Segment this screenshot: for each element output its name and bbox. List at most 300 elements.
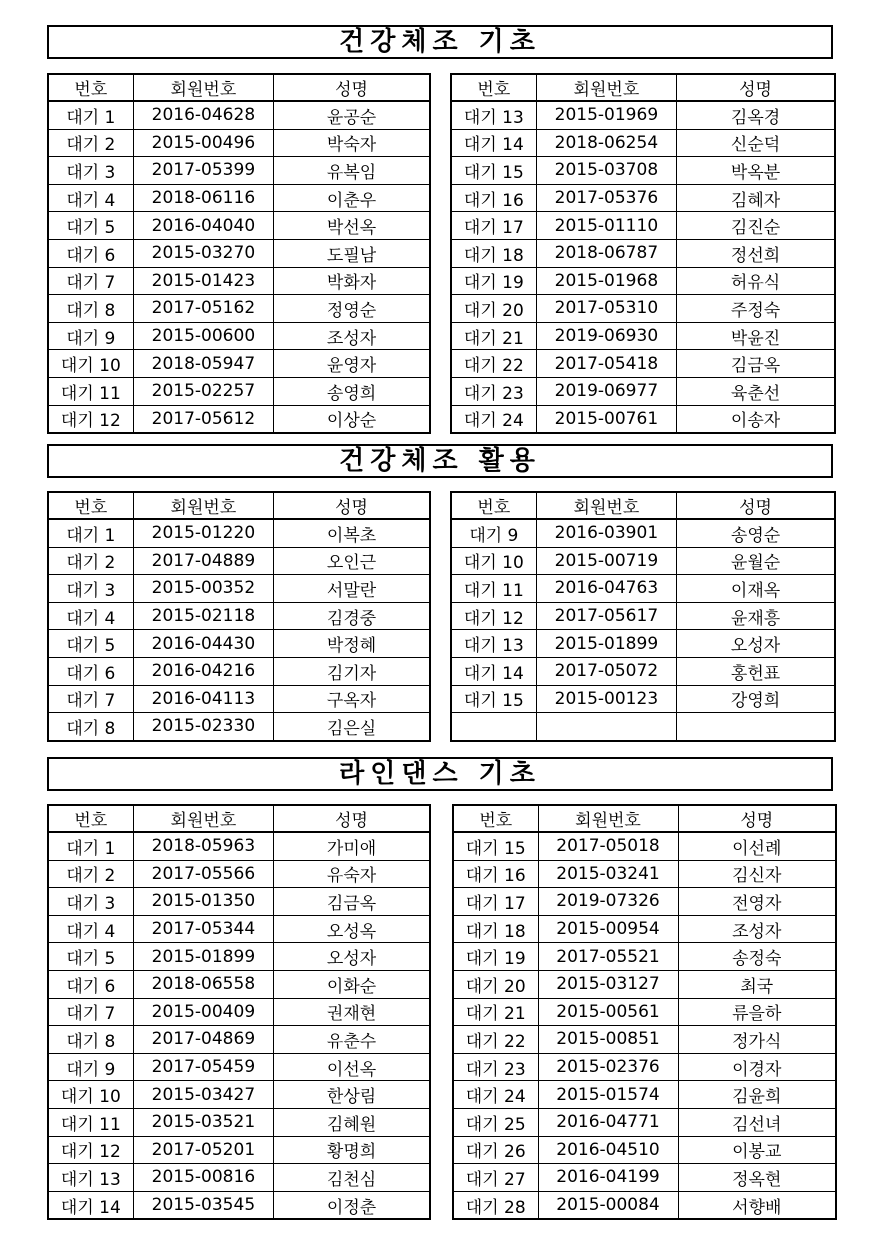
waitlist-no-cell: 대기 6 [48, 239, 133, 267]
table-row [48, 915, 430, 943]
table-row [453, 1164, 836, 1192]
member-id-cell: 2015-00954 [538, 915, 678, 943]
table-row [451, 377, 835, 405]
member-id-cell: 2015-00561 [538, 998, 678, 1026]
table-row [453, 998, 836, 1026]
member-id-cell: 2015-03521 [133, 1108, 273, 1136]
header-no: 번호 [48, 74, 133, 101]
table-row [451, 322, 835, 350]
roster-table-linedance-left [47, 804, 431, 1220]
member-id-cell: 2015-01899 [536, 630, 676, 658]
table-row [48, 1081, 430, 1109]
member-name-cell: 구옥자 [274, 685, 430, 713]
member-id-cell: 2016-04216 [133, 657, 273, 685]
table-row [451, 129, 835, 157]
member-name-cell: 류을하 [678, 998, 836, 1026]
member-id-cell: 2017-05399 [133, 157, 273, 185]
waitlist-no-cell: 대기 5 [48, 630, 133, 658]
table-row [48, 1164, 430, 1192]
member-id-cell: 2016-03901 [536, 519, 676, 547]
table-row [48, 832, 430, 860]
roster-table-linedance-right [452, 804, 837, 1220]
member-id-cell: 2018-05947 [133, 350, 273, 378]
table-row [453, 1136, 836, 1164]
member-id-cell: 2018-06116 [133, 184, 273, 212]
member-name-cell: 이선례 [678, 832, 836, 860]
member-id-cell: 2016-04628 [133, 101, 273, 129]
waitlist-no-cell: 대기 11 [48, 1108, 133, 1136]
member-id-cell: 2016-04113 [133, 685, 273, 713]
member-id-cell: 2017-05344 [133, 915, 273, 943]
header-no: 번호 [48, 805, 133, 832]
member-name-cell: 이춘우 [274, 184, 430, 212]
roster-table-health-applied-left [47, 491, 431, 742]
table-row [451, 239, 835, 267]
waitlist-no-cell: 대기 1 [48, 101, 133, 129]
table-row [48, 713, 430, 741]
member-id-cell: 2015-00816 [133, 1164, 273, 1192]
header-no: 번호 [451, 492, 536, 519]
waitlist-no-cell: 대기 17 [451, 212, 536, 240]
waitlist-no-cell: 대기 12 [48, 405, 133, 433]
table-row [453, 970, 836, 998]
waitlist-no-cell: 대기 6 [48, 970, 133, 998]
member-name-cell: 서말란 [274, 575, 430, 603]
table-row [48, 602, 430, 630]
header-no: 번호 [453, 805, 538, 832]
member-name-cell: 김혜자 [677, 184, 835, 212]
member-id-cell: 2015-01574 [538, 1081, 678, 1109]
waitlist-no-cell: 대기 14 [48, 1191, 133, 1219]
member-id-cell: 2015-00600 [133, 322, 273, 350]
member-id-cell: 2015-02376 [538, 1053, 678, 1081]
waitlist-no-cell: 대기 5 [48, 212, 133, 240]
waitlist-no-cell: 대기 21 [453, 998, 538, 1026]
member-name-cell: 김경중 [274, 602, 430, 630]
member-id-cell: 2015-01968 [536, 267, 676, 295]
waitlist-no-cell: 대기 26 [453, 1136, 538, 1164]
member-id-cell: 2015-03427 [133, 1081, 273, 1109]
waitlist-no-cell: 대기 4 [48, 602, 133, 630]
member-id-cell: 2015-01899 [133, 943, 273, 971]
waitlist-no-cell: 대기 27 [453, 1164, 538, 1192]
header-member-id: 회원번호 [536, 492, 676, 519]
table-row [48, 1136, 430, 1164]
header-member-id: 회원번호 [133, 492, 273, 519]
table-header-row [451, 74, 835, 101]
waitlist-no-cell: 대기 18 [451, 239, 536, 267]
member-id-cell: 2015-02118 [133, 602, 273, 630]
table-row [451, 575, 835, 603]
member-id-cell: 2016-04430 [133, 630, 273, 658]
member-name-cell: 정옥현 [678, 1164, 836, 1192]
table-row [48, 377, 430, 405]
waitlist-no-cell: 대기 21 [451, 322, 536, 350]
table-row [48, 943, 430, 971]
table-row [453, 1108, 836, 1136]
waitlist-no-cell: 대기 11 [451, 575, 536, 603]
waitlist-no-cell: 대기 12 [48, 1136, 133, 1164]
member-id-cell: 2016-04763 [536, 575, 676, 603]
member-name-cell: 이경자 [678, 1053, 836, 1081]
table-row [48, 519, 430, 547]
member-name-cell: 권재현 [274, 998, 430, 1026]
member-name-cell: 홍헌표 [677, 657, 835, 685]
member-id-cell: 2017-05376 [536, 184, 676, 212]
member-name-cell: 유춘수 [274, 1026, 430, 1054]
table-row [451, 657, 835, 685]
header-member-id: 회원번호 [538, 805, 678, 832]
member-id-cell: 2017-05162 [133, 295, 273, 323]
member-name-cell: 윤공순 [274, 101, 430, 129]
member-name-cell: 황명희 [274, 1136, 430, 1164]
member-name-cell: 김금옥 [677, 350, 835, 378]
member-name-cell: 송정숙 [678, 943, 836, 971]
header-member-id: 회원번호 [133, 74, 273, 101]
table-row [48, 1053, 430, 1081]
member-name-cell: 김천심 [274, 1164, 430, 1192]
table-header-row [48, 74, 430, 101]
header-name: 성명 [678, 805, 836, 832]
member-name-cell: 육춘선 [677, 377, 835, 405]
waitlist-no-cell: 대기 17 [453, 888, 538, 916]
member-name-cell: 박윤진 [677, 322, 835, 350]
waitlist-no-cell: 대기 15 [451, 685, 536, 713]
waitlist-no-cell: 대기 24 [451, 405, 536, 433]
header-name: 성명 [274, 805, 430, 832]
member-id-cell: 2017-04869 [133, 1026, 273, 1054]
member-id-cell: 2019-07326 [538, 888, 678, 916]
member-name-cell: 김혜원 [274, 1108, 430, 1136]
header-name: 성명 [677, 74, 835, 101]
member-name-cell: 도필남 [274, 239, 430, 267]
waitlist-no-cell: 대기 13 [48, 1164, 133, 1192]
waitlist-no-cell: 대기 9 [48, 1053, 133, 1081]
table-row [48, 630, 430, 658]
member-name-cell: 정가식 [678, 1026, 836, 1054]
table-row [451, 713, 835, 741]
table-row [48, 998, 430, 1026]
roster-table-health-basic-left [47, 73, 431, 434]
table-header-row [48, 805, 430, 832]
table-row [453, 1191, 836, 1219]
table-row [451, 630, 835, 658]
member-name-cell: 송영순 [677, 519, 835, 547]
table-header-row [451, 492, 835, 519]
table-row [48, 239, 430, 267]
table-row [451, 547, 835, 575]
table-row [48, 575, 430, 603]
waitlist-no-cell: 대기 11 [48, 377, 133, 405]
member-name-cell: 유숙자 [274, 860, 430, 888]
member-name-cell: 윤영자 [274, 350, 430, 378]
member-id-cell: 2017-05521 [538, 943, 678, 971]
member-name-cell: 오인근 [274, 547, 430, 575]
waitlist-no-cell: 대기 7 [48, 267, 133, 295]
member-name-cell: 가미애 [274, 832, 430, 860]
member-id-cell: 2017-05459 [133, 1053, 273, 1081]
member-id-cell: 2017-05310 [536, 295, 676, 323]
member-name-cell: 오성옥 [274, 915, 430, 943]
member-name-cell: 오성자 [677, 630, 835, 658]
member-name-cell: 김선녀 [678, 1108, 836, 1136]
member-name-cell: 한상림 [274, 1081, 430, 1109]
table-row [453, 943, 836, 971]
table-row [48, 350, 430, 378]
header-no: 번호 [48, 492, 133, 519]
table-row [453, 1026, 836, 1054]
member-name-cell: 김옥경 [677, 101, 835, 129]
waitlist-no-cell: 대기 20 [451, 295, 536, 323]
member-name-cell: 유복임 [274, 157, 430, 185]
waitlist-no-cell: 대기 14 [451, 657, 536, 685]
table-row [48, 657, 430, 685]
waitlist-no-cell: 대기 16 [451, 184, 536, 212]
table-row [48, 547, 430, 575]
member-id-cell: 2015-02330 [133, 713, 273, 741]
waitlist-no-cell: 대기 22 [453, 1026, 538, 1054]
waitlist-no-cell: 대기 19 [451, 267, 536, 295]
member-id-cell: 2016-04199 [538, 1164, 678, 1192]
member-id-cell: 2015-03127 [538, 970, 678, 998]
table-header-row [453, 805, 836, 832]
member-id-cell: 2015-01423 [133, 267, 273, 295]
member-id-cell: 2016-04510 [538, 1136, 678, 1164]
member-name-cell: 조성자 [274, 322, 430, 350]
member-id-cell: 2015-00496 [133, 129, 273, 157]
waitlist-no-cell: 대기 14 [451, 129, 536, 157]
waitlist-no-cell: 대기 20 [453, 970, 538, 998]
member-id-cell: 2017-04889 [133, 547, 273, 575]
member-id-cell: 2017-05566 [133, 860, 273, 888]
header-name: 성명 [274, 492, 430, 519]
member-name-cell: 김금옥 [274, 888, 430, 916]
table-row [48, 1026, 430, 1054]
member-name-cell: 주정숙 [677, 295, 835, 323]
waitlist-no-cell: 대기 8 [48, 713, 133, 741]
table-row [451, 295, 835, 323]
member-id-cell: 2016-04040 [133, 212, 273, 240]
table-row [48, 888, 430, 916]
section-title-health-basic: 건강체조 기초 [47, 25, 833, 59]
member-name-cell: 정선희 [677, 239, 835, 267]
member-id-cell: 2015-03708 [536, 157, 676, 185]
waitlist-no-cell: 대기 9 [48, 322, 133, 350]
table-row [453, 1081, 836, 1109]
waitlist-no-cell: 대기 5 [48, 943, 133, 971]
waitlist-no-cell: 대기 18 [453, 915, 538, 943]
member-id-cell: 2017-05072 [536, 657, 676, 685]
waitlist-no-cell: 대기 19 [453, 943, 538, 971]
member-name-cell: 오성자 [274, 943, 430, 971]
roster-table-health-basic-right [450, 73, 836, 434]
waitlist-no-cell: 대기 15 [451, 157, 536, 185]
member-id-cell: 2017-05617 [536, 602, 676, 630]
member-name-cell: 이봉교 [678, 1136, 836, 1164]
member-name-cell: 김신자 [678, 860, 836, 888]
member-id-cell: 2015-01110 [536, 212, 676, 240]
member-id-cell: 2019-06977 [536, 377, 676, 405]
member-id-cell [536, 713, 676, 741]
member-name-cell: 윤월순 [677, 547, 835, 575]
member-name-cell: 윤재흥 [677, 602, 835, 630]
table-row [451, 519, 835, 547]
table-row [48, 184, 430, 212]
table-row [453, 860, 836, 888]
waitlist-no-cell: 대기 9 [451, 519, 536, 547]
table-row [451, 212, 835, 240]
waitlist-no-cell: 대기 3 [48, 888, 133, 916]
member-name-cell: 박선옥 [274, 212, 430, 240]
waitlist-no-cell: 대기 24 [453, 1081, 538, 1109]
waitlist-no-cell: 대기 7 [48, 998, 133, 1026]
header-name: 성명 [274, 74, 430, 101]
table-row [451, 685, 835, 713]
member-id-cell: 2017-05612 [133, 405, 273, 433]
waitlist-no-cell: 대기 23 [451, 377, 536, 405]
table-row [451, 602, 835, 630]
member-name-cell: 이선옥 [274, 1053, 430, 1081]
member-name-cell: 정영순 [274, 295, 430, 323]
member-name-cell: 김기자 [274, 657, 430, 685]
member-id-cell: 2015-00761 [536, 405, 676, 433]
waitlist-no-cell: 대기 2 [48, 547, 133, 575]
member-id-cell: 2015-00409 [133, 998, 273, 1026]
waitlist-no-cell: 대기 2 [48, 129, 133, 157]
header-member-id: 회원번호 [536, 74, 676, 101]
section-title-health-applied: 건강체조 활용 [47, 444, 833, 478]
member-id-cell: 2015-00851 [538, 1026, 678, 1054]
waitlist-no-cell: 대기 6 [48, 657, 133, 685]
waitlist-no-cell: 대기 28 [453, 1191, 538, 1219]
table-row [451, 267, 835, 295]
member-id-cell: 2015-00719 [536, 547, 676, 575]
member-name-cell: 이복초 [274, 519, 430, 547]
member-id-cell: 2015-01220 [133, 519, 273, 547]
table-row [48, 405, 430, 433]
waitlist-no-cell: 대기 3 [48, 575, 133, 603]
header-name: 성명 [677, 492, 835, 519]
member-id-cell: 2018-06787 [536, 239, 676, 267]
table-row [48, 1108, 430, 1136]
member-id-cell: 2015-00352 [133, 575, 273, 603]
header-no: 번호 [451, 74, 536, 101]
table-row [451, 101, 835, 129]
table-row [453, 888, 836, 916]
member-name-cell: 박숙자 [274, 129, 430, 157]
member-id-cell: 2015-03241 [538, 860, 678, 888]
waitlist-no-cell: 대기 22 [451, 350, 536, 378]
waitlist-no-cell: 대기 8 [48, 1026, 133, 1054]
table-row [48, 212, 430, 240]
waitlist-no-cell: 대기 10 [48, 1081, 133, 1109]
table-row [48, 1191, 430, 1219]
member-name-cell: 이상순 [274, 405, 430, 433]
member-id-cell: 2015-01350 [133, 888, 273, 916]
waitlist-no-cell: 대기 7 [48, 685, 133, 713]
waitlist-no-cell: 대기 10 [451, 547, 536, 575]
member-name-cell: 서향배 [678, 1191, 836, 1219]
table-row [48, 129, 430, 157]
member-name-cell: 송영희 [274, 377, 430, 405]
waitlist-no-cell: 대기 13 [451, 101, 536, 129]
member-name-cell: 강영희 [677, 685, 835, 713]
waitlist-no-cell: 대기 2 [48, 860, 133, 888]
member-name-cell: 이화순 [274, 970, 430, 998]
section-title-linedance-basic: 라인댄스 기초 [47, 757, 833, 791]
header-member-id: 회원번호 [133, 805, 273, 832]
member-name-cell: 김윤희 [678, 1081, 836, 1109]
member-id-cell: 2016-04771 [538, 1108, 678, 1136]
member-id-cell: 2015-03270 [133, 239, 273, 267]
table-row [48, 685, 430, 713]
table-row [451, 350, 835, 378]
member-name-cell: 박옥분 [677, 157, 835, 185]
member-id-cell: 2018-05963 [133, 832, 273, 860]
waitlist-no-cell: 대기 4 [48, 184, 133, 212]
table-row [48, 101, 430, 129]
table-row [453, 1053, 836, 1081]
table-row [451, 405, 835, 433]
waitlist-no-cell: 대기 25 [453, 1108, 538, 1136]
member-name-cell: 이정춘 [274, 1191, 430, 1219]
member-name-cell: 박화자 [274, 267, 430, 295]
member-name-cell: 신순덕 [677, 129, 835, 157]
waitlist-no-cell: 대기 4 [48, 915, 133, 943]
member-id-cell: 2017-05201 [133, 1136, 273, 1164]
waitlist-no-cell [451, 713, 536, 741]
table-row [48, 157, 430, 185]
table-row [48, 970, 430, 998]
member-name-cell: 김은실 [274, 713, 430, 741]
member-id-cell: 2017-05018 [538, 832, 678, 860]
waitlist-no-cell: 대기 3 [48, 157, 133, 185]
member-name-cell: 이송자 [677, 405, 835, 433]
waitlist-no-cell: 대기 1 [48, 832, 133, 860]
table-row [48, 295, 430, 323]
table-header-row [48, 492, 430, 519]
table-row [453, 832, 836, 860]
member-id-cell: 2018-06558 [133, 970, 273, 998]
member-id-cell: 2019-06930 [536, 322, 676, 350]
member-name-cell: 전영자 [678, 888, 836, 916]
member-name-cell [677, 713, 835, 741]
waitlist-no-cell: 대기 1 [48, 519, 133, 547]
member-id-cell: 2015-03545 [133, 1191, 273, 1219]
waitlist-no-cell: 대기 15 [453, 832, 538, 860]
waitlist-no-cell: 대기 16 [453, 860, 538, 888]
member-id-cell: 2017-05418 [536, 350, 676, 378]
waitlist-no-cell: 대기 12 [451, 602, 536, 630]
table-row [48, 322, 430, 350]
member-name-cell: 허유식 [677, 267, 835, 295]
member-id-cell: 2015-02257 [133, 377, 273, 405]
member-id-cell: 2015-01969 [536, 101, 676, 129]
table-row [48, 267, 430, 295]
member-id-cell: 2015-00084 [538, 1191, 678, 1219]
member-name-cell: 김진순 [677, 212, 835, 240]
member-name-cell: 조성자 [678, 915, 836, 943]
table-row [451, 157, 835, 185]
waitlist-no-cell: 대기 13 [451, 630, 536, 658]
member-name-cell: 이재옥 [677, 575, 835, 603]
table-row [451, 184, 835, 212]
member-name-cell: 최국 [678, 970, 836, 998]
member-id-cell: 2018-06254 [536, 129, 676, 157]
waitlist-no-cell: 대기 10 [48, 350, 133, 378]
roster-table-health-applied-right [450, 491, 836, 742]
waitlist-no-cell: 대기 8 [48, 295, 133, 323]
